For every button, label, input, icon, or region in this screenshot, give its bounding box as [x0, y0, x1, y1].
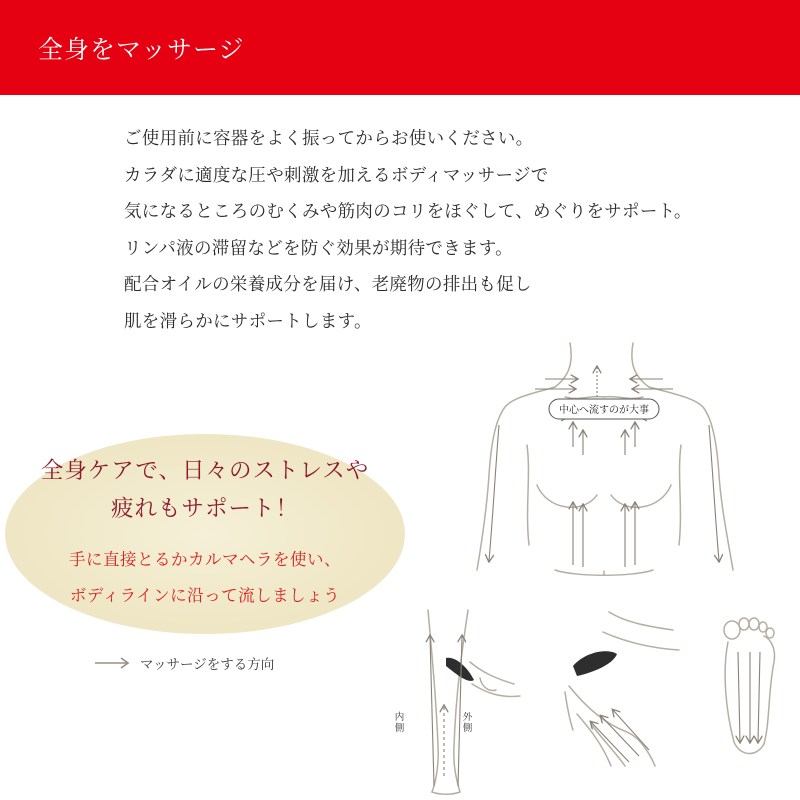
intro-line: 配合オイルの栄養成分を届け、老廃物の排出も促し: [124, 275, 532, 295]
leg-inner-label: 内側: [394, 712, 405, 734]
intro-text: [124, 121, 764, 340]
intro-line: 気になるところのむくみや筋肉のコリをほぐして、めぐりをサポート。: [124, 202, 692, 222]
intro-line: 肌を滑らかにサポートします。: [124, 311, 372, 332]
callout-subline: ボディラインに沿って流しましょう: [69, 586, 341, 605]
torso-illustration: [465, 335, 765, 585]
intro-line: リンパ液の滞留などを防ぐ効果が期待できます。: [124, 238, 513, 259]
right-arrow-icon: [94, 655, 132, 671]
callout-headline: 全身ケアで、日々のストレスや: [40, 458, 370, 484]
spatula-tool: [446, 658, 474, 681]
header-band: [0, 0, 800, 95]
leg-outer-label: 外側: [462, 712, 473, 734]
callout-subline: 手に直接とるかカルマヘラを使い、: [69, 550, 341, 569]
leg-illustration: [410, 606, 530, 796]
intro-line: カラダに適度な圧や刺激を加えるボディマッサージで: [124, 165, 549, 186]
callout-headline: 疲れもサポート！: [110, 496, 299, 522]
legend-label: マッサージをする方向: [140, 657, 275, 673]
intro-line: ご使用前に容器をよく振ってからお使いください。: [124, 129, 534, 149]
spatula-tool: [573, 651, 617, 676]
torso-callout-label: 中心へ流すのが大事: [559, 405, 649, 416]
foot-illustration: [712, 612, 792, 762]
page-title: 全身をマッサージ: [38, 35, 245, 64]
arm-illustration: [555, 606, 705, 770]
direction-legend: [94, 652, 274, 674]
